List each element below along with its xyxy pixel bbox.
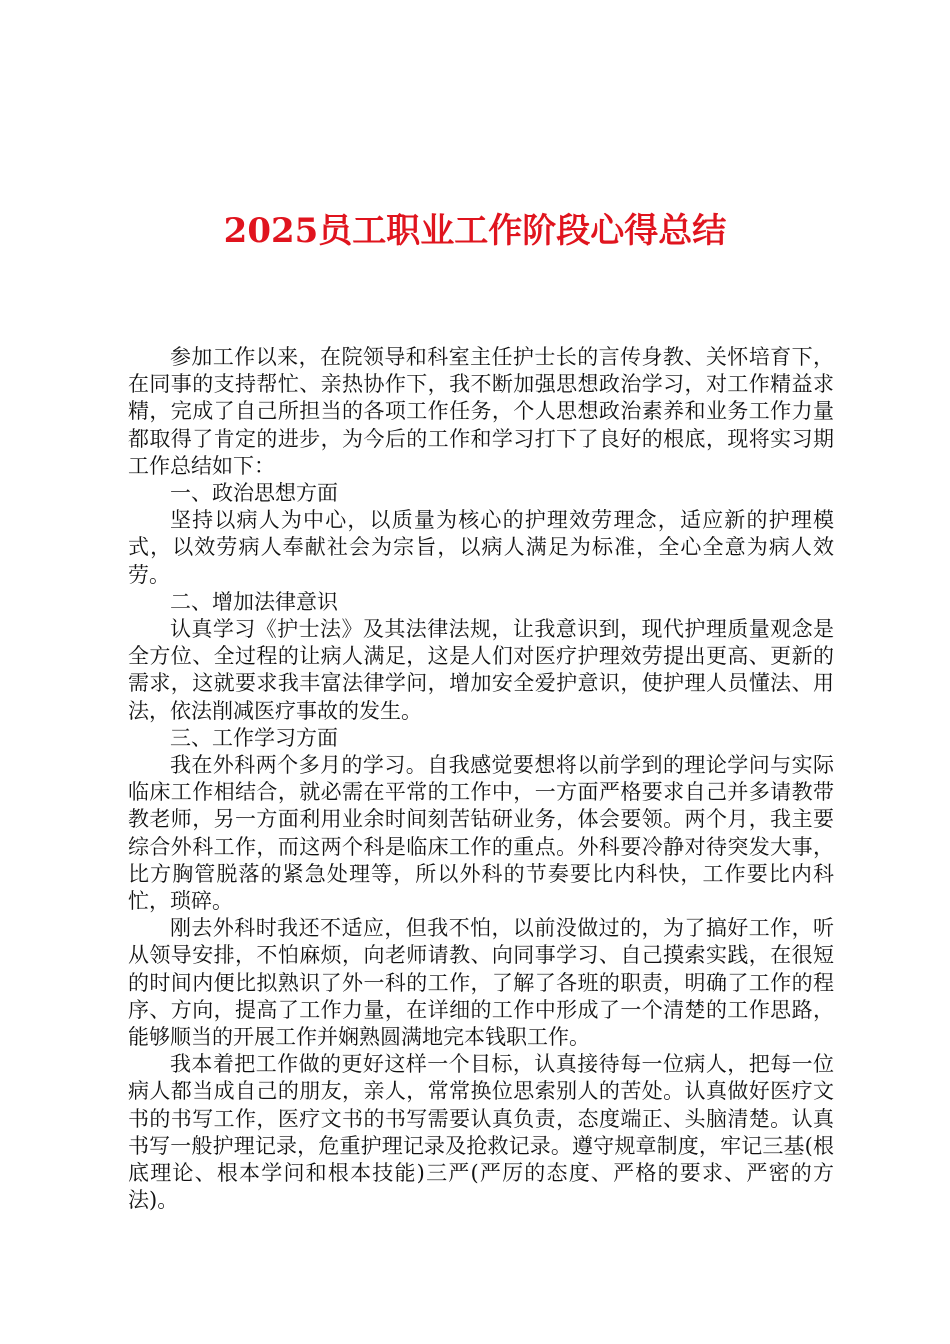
law-paragraph: 认真学习《护士法》及其法律法规，让我意识到，现代护理质量观念是全方位、全过程的让病人满足，这是人们对医疗护理效劳提出更高、更新的需求，这就要求我丰富法律学问，增加安全爱护意识，使护理人员懂法、用法，依法削减医疗事故的发生。 (128, 617, 834, 723)
section-heading-politics: 一、政治思想方面 (170, 481, 338, 506)
politics-paragraph: 坚持以病人为中心，以质量为核心的护理效劳理念，适应新的护理模式，以效劳病人奉献社会为宗旨，以病人满足为标准，全心全意为病人效劳。 (128, 508, 834, 587)
section-heading-study: 三、工作学习方面 (170, 725, 338, 750)
goal-paragraph: 我本着把工作做的更好这样一个目标，认真接待每一位病人，把每一位病人都当成自己的朋友，亲人，常常换位思索别人的苦处。认真做好医疗文书的书写工作，医疗文书的书写需要认真负责，态度端正、头脑清楚。认真书写一般护理记录，危重护理记录及抢救记录。遵守规章制度，牢记三基(根底理论、根本学问和根本技能)三严(严厉的态度、严格的要求、严密的方法)。 (128, 1052, 834, 1213)
document-body (128, 344, 834, 1215)
study-paragraph: 我在外科两个多月的学习。自我感觉要想将以前学到的理论学问与实际临床工作相结合，就必需在平常的工作中，一方面严格要求自己并多请教带教老师，另一方面利用业余时间刻苦钻研业务，体会要领。两个月，我主要综合外科工作，而这两个科是临床工作的重点。外科要冷静对待突发大事，比方胸管脱落的紧急处理等，所以外科的节奏要比内科快，工作要比内科忙，琐碎。 (128, 753, 834, 914)
intro-paragraph: 参加工作以来，在院领导和科室主任护士长的言传身教、关怀培育下，在同事的支持帮忙、亲热协作下，我不断加强思想政治学习，对工作精益求精，完成了自己所担当的各项工作任务，个人思想政治素养和业务工作力量都取得了肯定的进步，为今后的工作和学习打下了良好的根底，现将实习期工作总结如下： (128, 345, 834, 478)
adaptation-paragraph: 刚去外科时我还不适应，但我不怕，以前没做过的，为了搞好工作，听从领导安排，不怕麻烦，向老师请教、向同事学习、自己摸索实践，在很短的时间内便比拟熟识了外一科的工作，了解了各班的职责，明确了工作的程序、方向，提高了工作力量，在详细的工作中形成了一个清楚的工作思路，能够顺当的开展工作并娴熟圆满地完本钱职工作。 (128, 916, 834, 1050)
section-heading-law: 二、增加法律意识 (170, 589, 338, 614)
document-title: 2025员工职业工作阶段心得总结 (223, 211, 727, 251)
